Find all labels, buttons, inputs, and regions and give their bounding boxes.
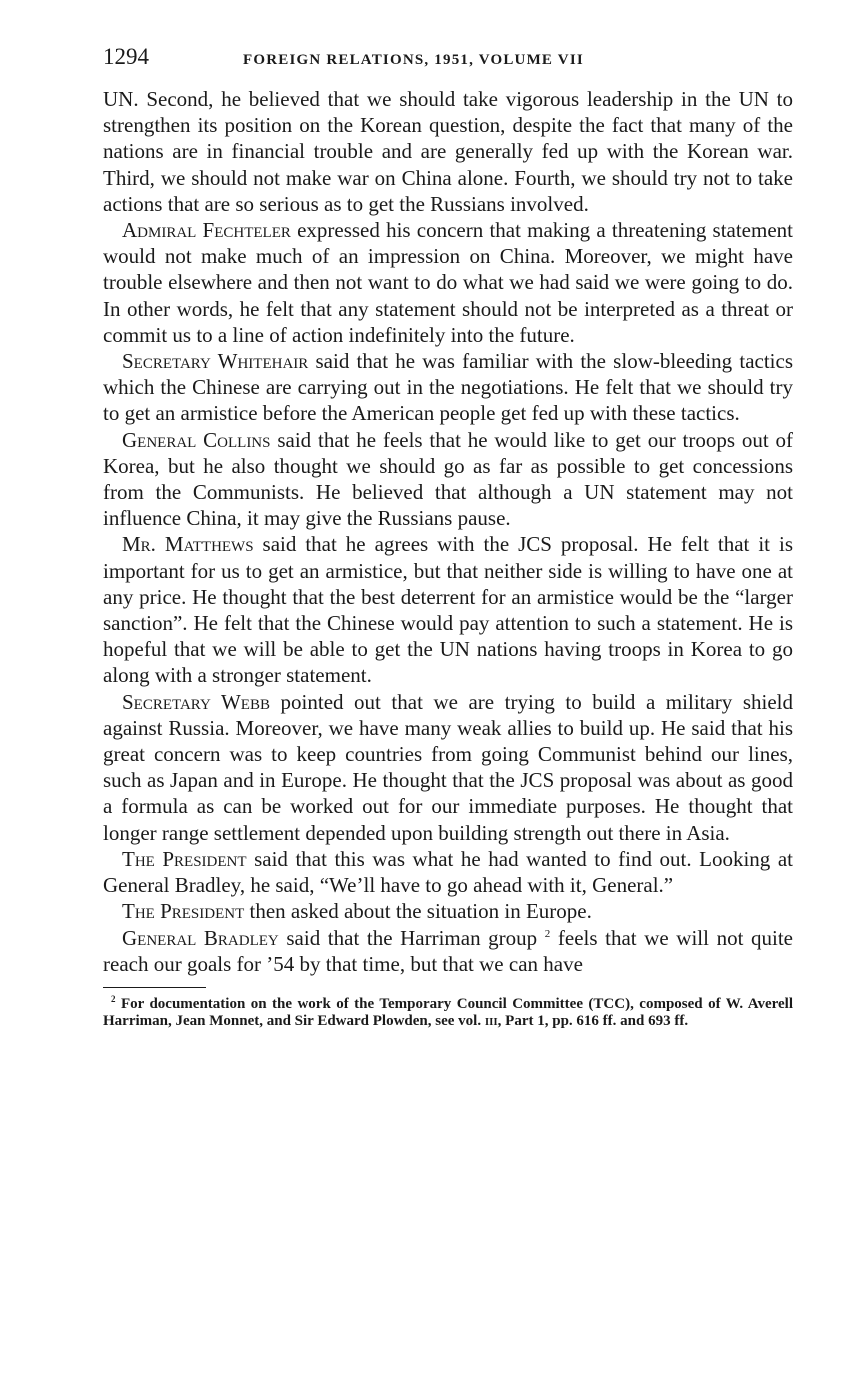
paragraph-text: feels that we will not quite reach our goals for ’54 by that time, but that we can have bbox=[103, 925, 793, 976]
paragraph-text: said that he was familiar with the slow-bleeding tactics which the Chinese are carrying out in the negotiations. He felt that we should try to get an armistice before the American people get fed up with these tactics. bbox=[103, 349, 794, 426]
speaker-name: The President bbox=[122, 899, 245, 924]
paragraph-text: said that this was what he had wanted to find out. Looking at General Bradley, he said, “We’ll have to go ahead with it, General.” bbox=[103, 846, 793, 898]
paragraph bbox=[103, 531, 793, 688]
speaker-name: Secretary Whitehair bbox=[122, 349, 309, 374]
footnote-reference[interactable]: 2 bbox=[544, 927, 551, 940]
paragraph bbox=[103, 925, 793, 977]
running-head-title: FOREIGN RELATIONS, 1951, VOLUME VII bbox=[243, 52, 584, 68]
paragraph-text: expressed his concern that making a threatening statement would not make much of an impression on China. Moreover, we might have trouble elsewhere and then not want to do what we had said we were going to do. In other words, he felt that any statement should not be interpreted as a threat or commit us to a line of action indefinitely into the future. bbox=[103, 218, 793, 347]
paragraph bbox=[103, 846, 793, 898]
footnote-text: , Part 1, pp. 616 ff. and 693 ff. bbox=[497, 1012, 689, 1029]
paragraph bbox=[103, 217, 793, 348]
body-text bbox=[103, 86, 793, 977]
paragraph-text: pointed out that we are trying to build a military shield against Russia. Moreover, we have many weak allies to build up. He said that his great concern was to keep countries from going Communist behind our lines, such as Japan and in Europe. He thought that the JCS proposal was about as good a formula as can be worked out for our immediate purposes. He thought that longer range settlement depended upon building strength out there in Asia. bbox=[103, 689, 793, 845]
paragraph bbox=[103, 898, 793, 924]
paragraph-text: UN. Second, he believed that we should take vigorous leadership in the UN to strengthen its position on the Korean question, despite the fact that many of the nations are in financial trouble and are generally fed up with the Korean war. Third, we should not make war on China alone. Fourth, we should try not to take actions that are so serious as to get the Russians involved. bbox=[103, 87, 793, 216]
paragraph bbox=[103, 86, 793, 217]
page-number: 1294 bbox=[103, 44, 149, 69]
paragraph-text: then asked about the situation in Europe. bbox=[244, 899, 592, 924]
footnote bbox=[103, 993, 793, 1030]
paragraph-text: said that the Harriman group bbox=[278, 925, 538, 950]
running-head bbox=[103, 44, 793, 78]
speaker-name: General Collins bbox=[122, 427, 271, 452]
paragraph-text: said that he feels that he would like to get our troops out of Korea, but he also thought we should go as far as possible to get concessions from the Communists. He believed that although a UN statement may not influence China, it may give the Russians pause. bbox=[103, 427, 793, 531]
paragraph-text: said that he agrees with the JCS proposal. He felt that it is important for us to get an armistice, but that neither side is willing to have one at any price. He thought that the best deterrent for an armistice would be the “larger sanction”. He felt that the Chinese would pay attention to such a statement. He is hopeful that we will be able to get the UN nations having troops in Korea to go along with a stronger statement. bbox=[103, 532, 793, 688]
document-page bbox=[103, 44, 793, 1030]
paragraph bbox=[103, 427, 793, 532]
footnote-text: For documentation on the work of the Temporary Council Committee (TCC), composed of W. Averell Harriman, Jean Monnet, and Sir Edward Plowden, see vol. bbox=[103, 995, 793, 1029]
speaker-name: The President bbox=[122, 846, 247, 871]
paragraph bbox=[103, 689, 793, 846]
speaker-name: Mr. Matthews bbox=[122, 532, 254, 557]
footnote-volume: iii bbox=[484, 1012, 498, 1029]
footnote-divider bbox=[103, 987, 206, 988]
footnote-marker: 2 bbox=[111, 993, 116, 1004]
paragraph bbox=[103, 348, 793, 427]
speaker-name: Secretary Webb bbox=[122, 689, 270, 714]
speaker-name: Admiral Fechteler bbox=[122, 218, 291, 243]
speaker-name: General Bradley bbox=[122, 925, 279, 950]
